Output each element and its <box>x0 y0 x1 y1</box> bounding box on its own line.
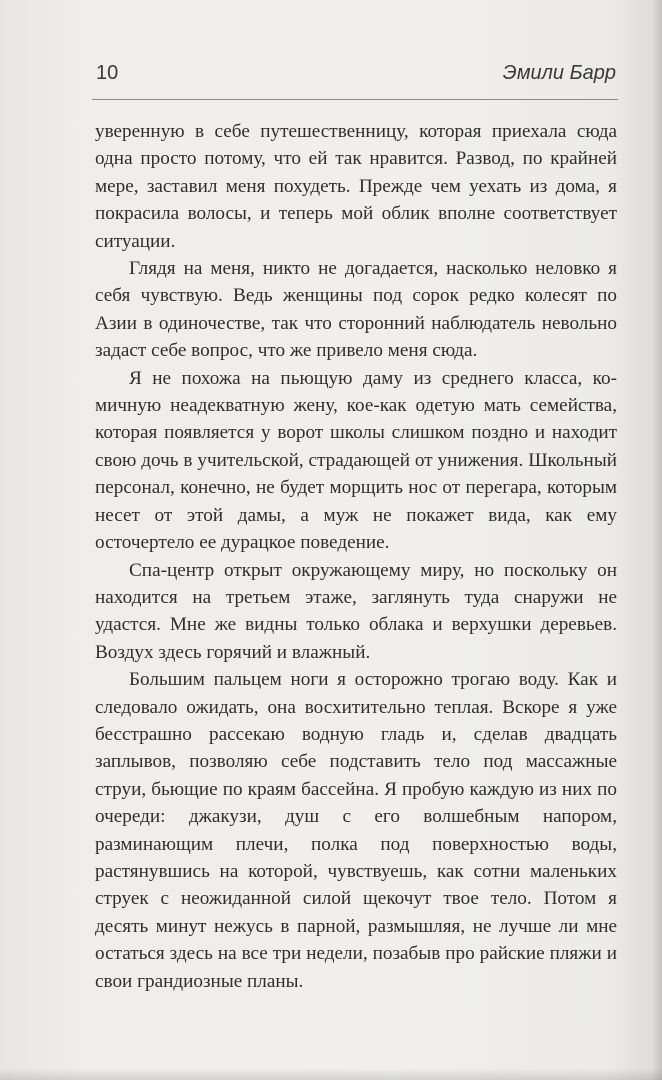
paragraph-1: уверенную в себе путешественницу, которая приехала сюда одна просто потому, что ей так нравится. Развод, по крайней мере, заставил меня похудеть. Прежде чем уехать из дома, я покрасила волосы, и теперь мой облик вполне соответствует ситуации. <box>95 121 617 252</box>
page-edge-shadow <box>652 0 662 1080</box>
header-rule <box>92 99 618 100</box>
page-number: 10 <box>96 62 119 84</box>
paragraph-3: Я не похожа на пьющую даму из среднего класса, комичную неадекватную жену, кое-как одетую мать семейства, которая появляется у ворот школы слишком поздно и находит свою дочь в учительской, страдающей от унижения. Школьный персонал, конечно, не будет морщить нос от перегара, которым несет от этой дамы, а муж не покажет вида, как ему осточертело ее дурацкое поведение. <box>95 367 617 554</box>
paragraph-2: Глядя на меня, никто не догадается, насколько неловко я себя чувствую. Ведь женщины под сорок редко колесят по Азии в одиночестве, так что сторонний наблюдатель невольно задаст себе вопрос, что же привело меня сюда. <box>95 258 617 362</box>
paragraph-4: Спа-центр открыт окружающему миру, но поскольку он находится на третьем этаже, заглянуть туда снаружи не удастся. Мне же видны только облака и верхушки деревьев. Воздух здесь горячий и влажный. <box>95 559 617 663</box>
paragraph-5: Большим пальцем ноги я осторожно трогаю воду. Как и следовало ожидать, она восхитительно теплая. Вскоре я уже бесстрашно рассекаю водную гладь и, сделав двадцать заплывов, позволяю себе подставить тело под массажные струи, бьющие по краям бассейна. Я пробую каждую из них по очереди: джакузи, душ с его волшебным напором, разминающим плечи, полка под поверхностью воды, растянувшись на которой, чувствуешь, как сотни маленьких струек с неожиданной силой щекочут твое тело. Потом я десять минут нежусь в парной, размышляя, не лучше ли мне остаться здесь на все три недели, позабыв про райские пляжи и свои грандиозные планы. <box>95 669 617 992</box>
page-header <box>96 62 616 90</box>
body-text <box>95 118 617 995</box>
page-bottom-shadow <box>0 1068 662 1080</box>
running-head-author: Эмили Барр <box>502 62 616 84</box>
